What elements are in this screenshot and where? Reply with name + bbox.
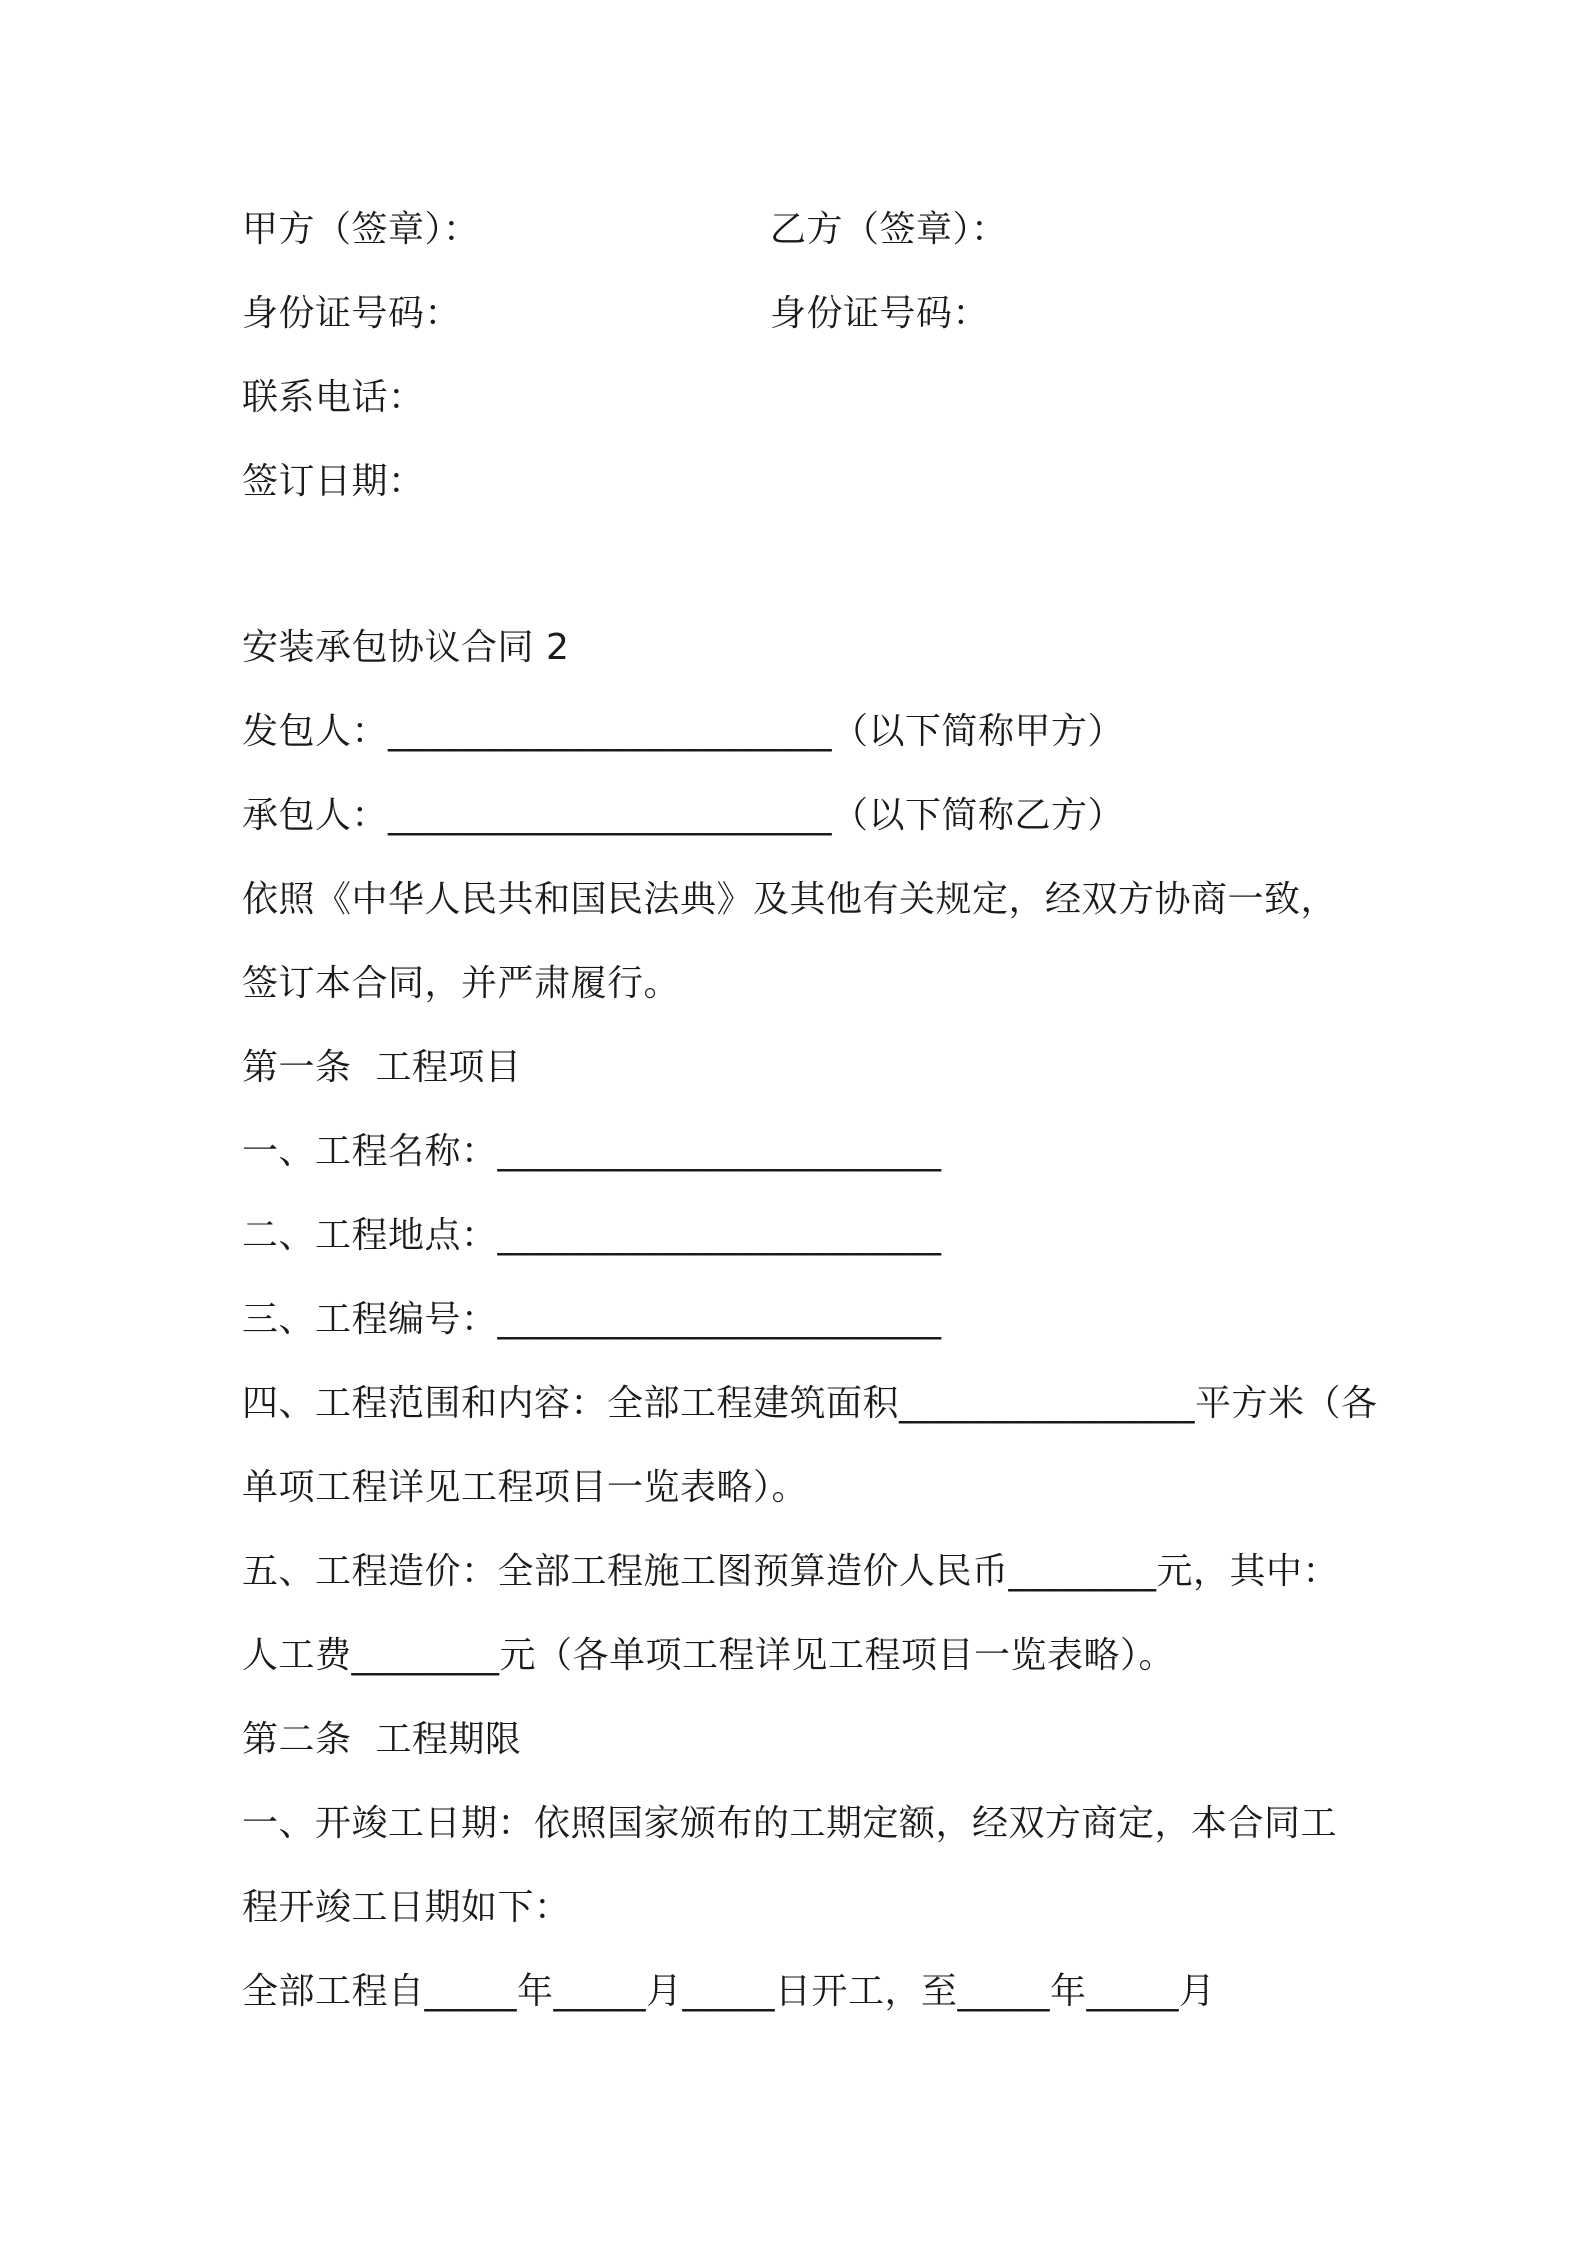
employer-line: 发包人：________________________（以下简称甲方） <box>242 711 1125 752</box>
sign-date-label: 签订日期： <box>242 461 425 502</box>
party-b-signature-label: 乙方（签章）： <box>770 209 1008 250</box>
party-b-id-label: 身份证号码： <box>770 293 990 334</box>
period-line-3: 全部工程自_____年_____月_____日开工，至_____年_____月 <box>242 1971 1216 2012</box>
period-line-2: 程开竣工日期如下： <box>242 1887 571 1928</box>
project-cost-line-2: 人工费________元（各单项工程详见工程项目一览表略）。 <box>242 1635 1176 1676</box>
project-number-line: 三、工程编号：________________________ <box>242 1299 942 1340</box>
phone-label: 联系电话： <box>242 377 425 418</box>
intro-line-2: 签订本合同，并严肃履行。 <box>242 963 681 1004</box>
party-a-signature-label: 甲方（签章）： <box>242 209 480 250</box>
contract-title: 安装承包协议合同 2 <box>242 627 570 668</box>
period-line-1: 一、开竣工日期：依照国家颁布的工期定额，经双方商定，本合同工 <box>242 1803 1338 1844</box>
project-location-line: 二、工程地点：________________________ <box>242 1215 942 1256</box>
article-1-title: 第一条 工程项目 <box>242 1047 522 1088</box>
project-scope-line-2: 单项工程详见工程项目一览表略）。 <box>242 1467 809 1508</box>
project-name-line: 一、工程名称：________________________ <box>242 1131 942 1172</box>
project-cost-line-1: 五、工程造价：全部工程施工图预算造价人民币________元，其中： <box>242 1551 1340 1592</box>
project-scope-line-1: 四、工程范围和内容：全部工程建筑面积________________平方米（各 <box>242 1383 1378 1424</box>
intro-line-1: 依照《中华人民共和国民法典》及其他有关规定，经双方协商一致， <box>242 879 1338 920</box>
contractor-line: 承包人：________________________（以下简称乙方） <box>242 795 1125 836</box>
party-a-id-label: 身份证号码： <box>242 293 462 334</box>
article-2-title: 第二条 工程期限 <box>242 1719 522 1760</box>
